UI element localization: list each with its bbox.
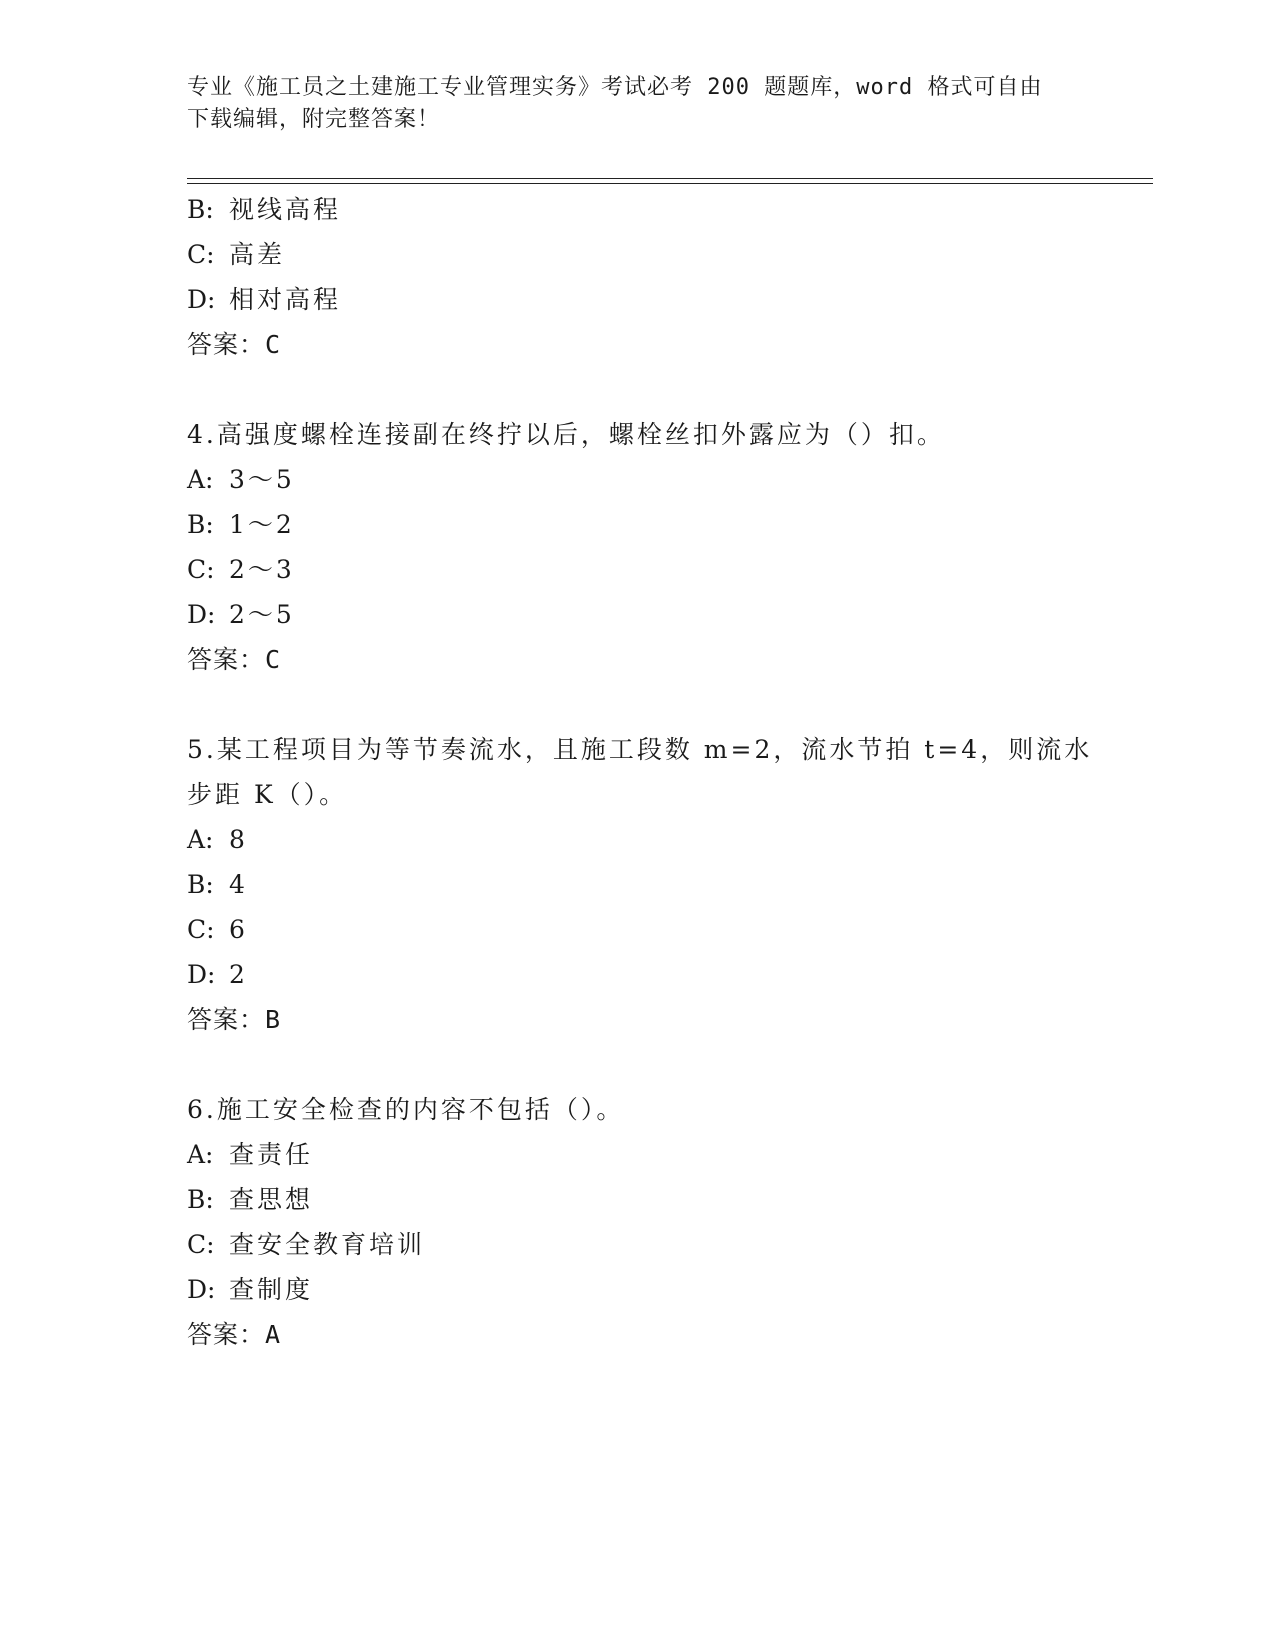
option-text: 8 (229, 825, 248, 854)
option-label: B: (187, 870, 214, 899)
option-text: 查责任 (229, 1140, 314, 1169)
answer-value: C (265, 330, 282, 359)
header-rule-bottom (187, 183, 1153, 184)
option-label: A: (187, 465, 214, 494)
answer-label: 答案： (187, 645, 266, 674)
answer-label: 答案： (187, 1005, 266, 1034)
option-text: 相对高程 (229, 285, 342, 314)
option-text: 1～2 (229, 510, 295, 539)
q5-answer (187, 1003, 281, 1037)
document-header (187, 72, 1087, 136)
q6-stem: 6.施工安全检查的内容不包括（）。 (187, 1095, 625, 1124)
option-label: B: (187, 510, 214, 539)
q4-option-d (187, 598, 295, 632)
answer-value: B (265, 1005, 282, 1034)
option-text: 查安全教育培训 (229, 1230, 426, 1259)
option-label: D: (187, 285, 216, 314)
answer-label: 答案： (187, 330, 266, 359)
header-line-1: 专业《施工员之土建施工专业管理实务》考试必考 200 题题库，word 格式可自由 (187, 75, 1043, 100)
header-line-2: 下载编辑，附完整答案！ (187, 107, 441, 132)
option-text: 查制度 (229, 1275, 314, 1304)
option-text: 查思想 (229, 1185, 314, 1214)
q4-option-b (187, 508, 295, 542)
q5-stem-line-2: 步距 K（）。 (187, 780, 348, 809)
q6-answer (187, 1318, 281, 1352)
q3-option-d (187, 283, 341, 317)
option-label: C: (187, 915, 215, 944)
header-rule-top (187, 178, 1153, 179)
q3-answer (187, 328, 281, 362)
option-text: 3～5 (229, 465, 295, 494)
option-label: D: (187, 960, 216, 989)
q4-stem: 4.高强度螺栓连接副在终拧以后，螺栓丝扣外露应为（）扣。 (187, 420, 945, 449)
option-text: 视线高程 (229, 195, 342, 224)
option-label: B: (187, 195, 214, 224)
q4-answer (187, 643, 281, 677)
answer-value: C (265, 645, 282, 674)
option-label: D: (187, 1275, 216, 1304)
q6-option-d (187, 1273, 313, 1307)
q5-option-d (187, 958, 248, 992)
q3-option-c (187, 238, 285, 272)
option-label: A: (187, 825, 214, 854)
option-label: D: (187, 600, 216, 629)
option-text: 2 (229, 960, 248, 989)
option-text: 高差 (229, 240, 286, 269)
option-label: C: (187, 555, 215, 584)
q6-option-b (187, 1183, 313, 1217)
q4-option-a (187, 463, 295, 497)
answer-value: A (265, 1320, 282, 1349)
q6-option-a (187, 1138, 313, 1172)
q5-stem-line-1: 5.某工程项目为等节奏流水，且施工段数 m=2，流水节拍 t=4，则流水 (187, 735, 1093, 764)
option-text: 6 (229, 915, 248, 944)
option-label: B: (187, 1185, 214, 1214)
option-label: C: (187, 1230, 215, 1259)
q5-option-a (187, 823, 248, 857)
option-text: 2～5 (229, 600, 295, 629)
option-text: 4 (229, 870, 248, 899)
q5-option-c (187, 913, 248, 947)
q6-option-c (187, 1228, 425, 1262)
q5-option-b (187, 868, 248, 902)
q4-option-c (187, 553, 295, 587)
q3-option-b (187, 193, 341, 227)
answer-label: 答案： (187, 1320, 266, 1349)
option-label: C: (187, 240, 215, 269)
option-text: 2～3 (229, 555, 295, 584)
option-label: A: (187, 1140, 214, 1169)
